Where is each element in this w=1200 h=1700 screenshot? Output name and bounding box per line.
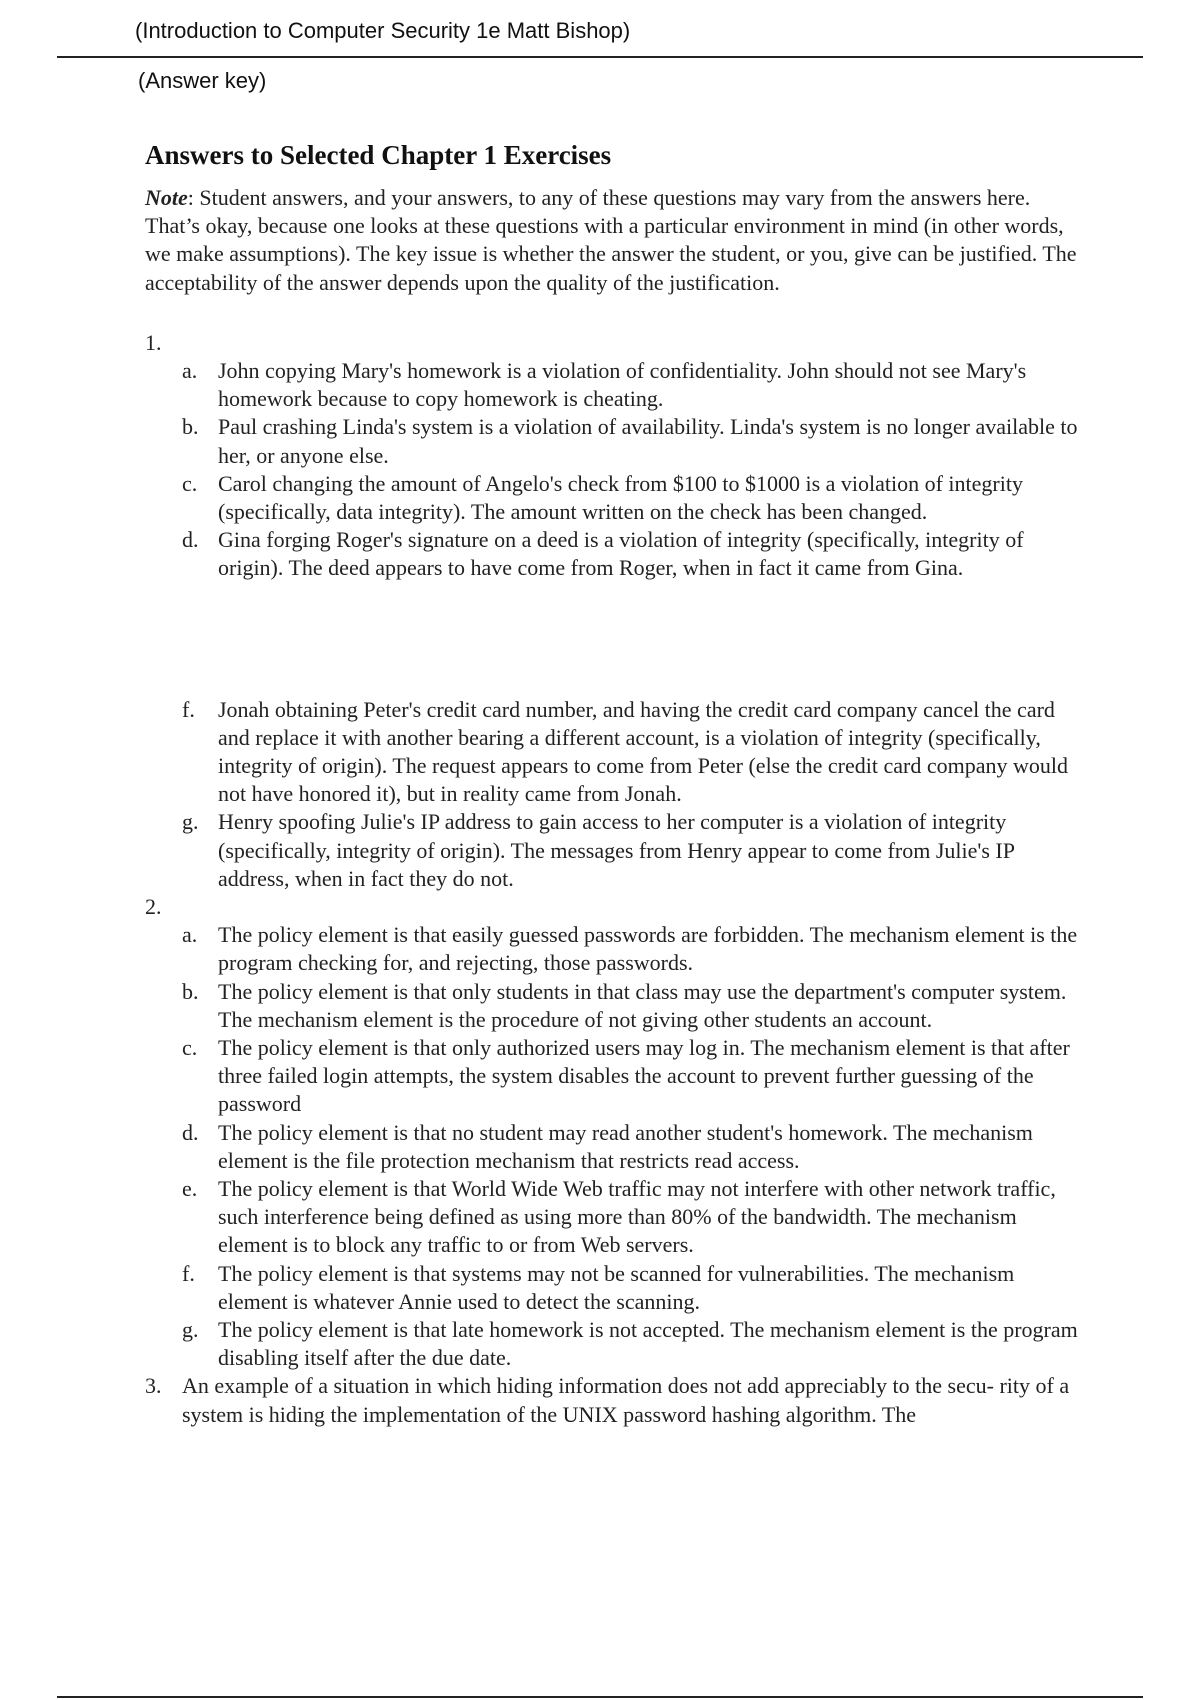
answer-key-label: (Answer key) bbox=[138, 68, 267, 93]
note-paragraph bbox=[145, 184, 1085, 297]
list-item bbox=[145, 978, 1085, 1034]
footer-divider bbox=[57, 1696, 1143, 1698]
question-1 bbox=[145, 329, 1085, 893]
item-text: The policy element is that systems may not be scanned for vulnerabilities. The mechanism element is whatever Annie used to detect the scanning. bbox=[218, 1260, 1015, 1314]
question-3-text: An example of a situation in which hiding information does not add appreciably to the secu- rity of a system is hiding the implementation of the UNIX password hashing algorithm. The bbox=[182, 1373, 1070, 1427]
item-text: Jonah obtaining Peter's credit card number, and having the credit card company cancel the card and replace it with another bearing a different account, is a violation of integrity (specifically, integrity of origin). The request appears to come from Peter (else the credit card company would not have honored it), but in reality came from Jonah. bbox=[218, 696, 1068, 807]
answer-list bbox=[145, 921, 1085, 1372]
list-item bbox=[145, 357, 1085, 413]
question-number: 2. bbox=[145, 894, 162, 920]
header-divider bbox=[57, 56, 1143, 58]
item-letter: c. bbox=[182, 470, 198, 496]
item-text: The policy element is that World Wide Web traffic may not interfere with other network traffic, such interference being defined as using more than 80% of the bandwidth. The mechanism element is to block any traffic to or from Web servers. bbox=[218, 1176, 1056, 1258]
item-text: The policy element is that easily guessed passwords are forbidden. The mechanism element is the program checking for, and rejecting, those passwords. bbox=[218, 922, 1078, 976]
item-letter: e. bbox=[182, 1176, 198, 1202]
question-3 bbox=[145, 1372, 1085, 1428]
list-item bbox=[145, 1316, 1085, 1372]
list-item bbox=[145, 696, 1085, 809]
item-text: Carol changing the amount of Angelo's check from $100 to $1000 is a violation of integrity (specifically, data integrity). The amount written on the check has been changed. bbox=[218, 470, 1023, 525]
note-text: : Student answers, and your answers, to any of these questions may vary from the answers here. That’s okay, because one looks at these questions with a particular environment in mind (in other words, we make assumptions). The key issue is whether the answer the student, or you, give can be justified. The acceptability of the answer depends upon the quality of the justification. bbox=[145, 185, 1077, 295]
item-text: The policy element is that only students in that class may use the department's computer system. The mechanism element is the procedure of not giving other students an account. bbox=[218, 978, 1067, 1032]
question-number: 3. bbox=[145, 1373, 162, 1399]
item-letter: c. bbox=[182, 1035, 198, 1061]
list-item bbox=[145, 1175, 1085, 1260]
answer-list bbox=[145, 357, 1085, 583]
item-letter: b. bbox=[182, 978, 199, 1004]
item-text: Paul crashing Linda's system is a violation of availability. Linda's system is no longer available to her, or anyone else. bbox=[218, 414, 1078, 468]
list-item bbox=[145, 470, 1085, 526]
list-item bbox=[145, 1260, 1085, 1316]
list-item bbox=[145, 1119, 1085, 1175]
question-number: 1. bbox=[145, 329, 162, 355]
list-item bbox=[145, 808, 1085, 893]
item-letter: d. bbox=[182, 527, 199, 553]
blank-gap bbox=[145, 583, 1085, 696]
question-2 bbox=[145, 893, 1085, 1372]
item-letter: a. bbox=[182, 922, 198, 948]
page-content bbox=[145, 138, 1085, 1429]
item-text: The policy element is that late homework is not accepted. The mechanism element is the program disabling itself after the due date. bbox=[218, 1317, 1078, 1371]
item-letter: b. bbox=[182, 414, 199, 440]
list-item bbox=[145, 526, 1085, 582]
item-text: The policy element is that only authorized users may log in. The mechanism element is that after three failed login attempts, the system disables the account to prevent further guessing of the password bbox=[218, 1035, 1070, 1117]
chapter-title: Answers to Selected Chapter 1 Exercises bbox=[145, 140, 612, 170]
item-letter: g. bbox=[182, 809, 199, 835]
item-letter: a. bbox=[182, 358, 198, 383]
item-letter: f. bbox=[182, 696, 195, 722]
item-text: Gina forging Roger's signature on a deed is a violation of integrity (specifically, integrity of origin). The deed appears to have come from Roger, when in fact it came from Gina. bbox=[218, 527, 1024, 581]
item-letter: g. bbox=[182, 1317, 199, 1343]
document-header-title: (Introduction to Computer Security 1e Matt Bishop) bbox=[135, 18, 631, 43]
answer-list bbox=[145, 696, 1085, 893]
list-item bbox=[145, 413, 1085, 469]
list-item bbox=[145, 921, 1085, 977]
item-letter: f. bbox=[182, 1260, 195, 1286]
item-text: The policy element is that no student may read another student's homework. The mechanism element is the file protection mechanism that restricts read access. bbox=[218, 1119, 1033, 1173]
item-text: Henry spoofing Julie's IP address to gain access to her computer is a violation of integrity (specifically, integrity of origin). The messages from Henry appear to come from Julie's IP address, when in fact they do not. bbox=[218, 809, 1015, 891]
list-item bbox=[145, 1034, 1085, 1119]
item-text: John copying Mary's homework is a violation of confidentiality. John should not see Mary's homework because to copy homework is cheating. bbox=[218, 358, 1027, 412]
item-letter: d. bbox=[182, 1119, 199, 1145]
note-label: Note bbox=[145, 185, 188, 210]
